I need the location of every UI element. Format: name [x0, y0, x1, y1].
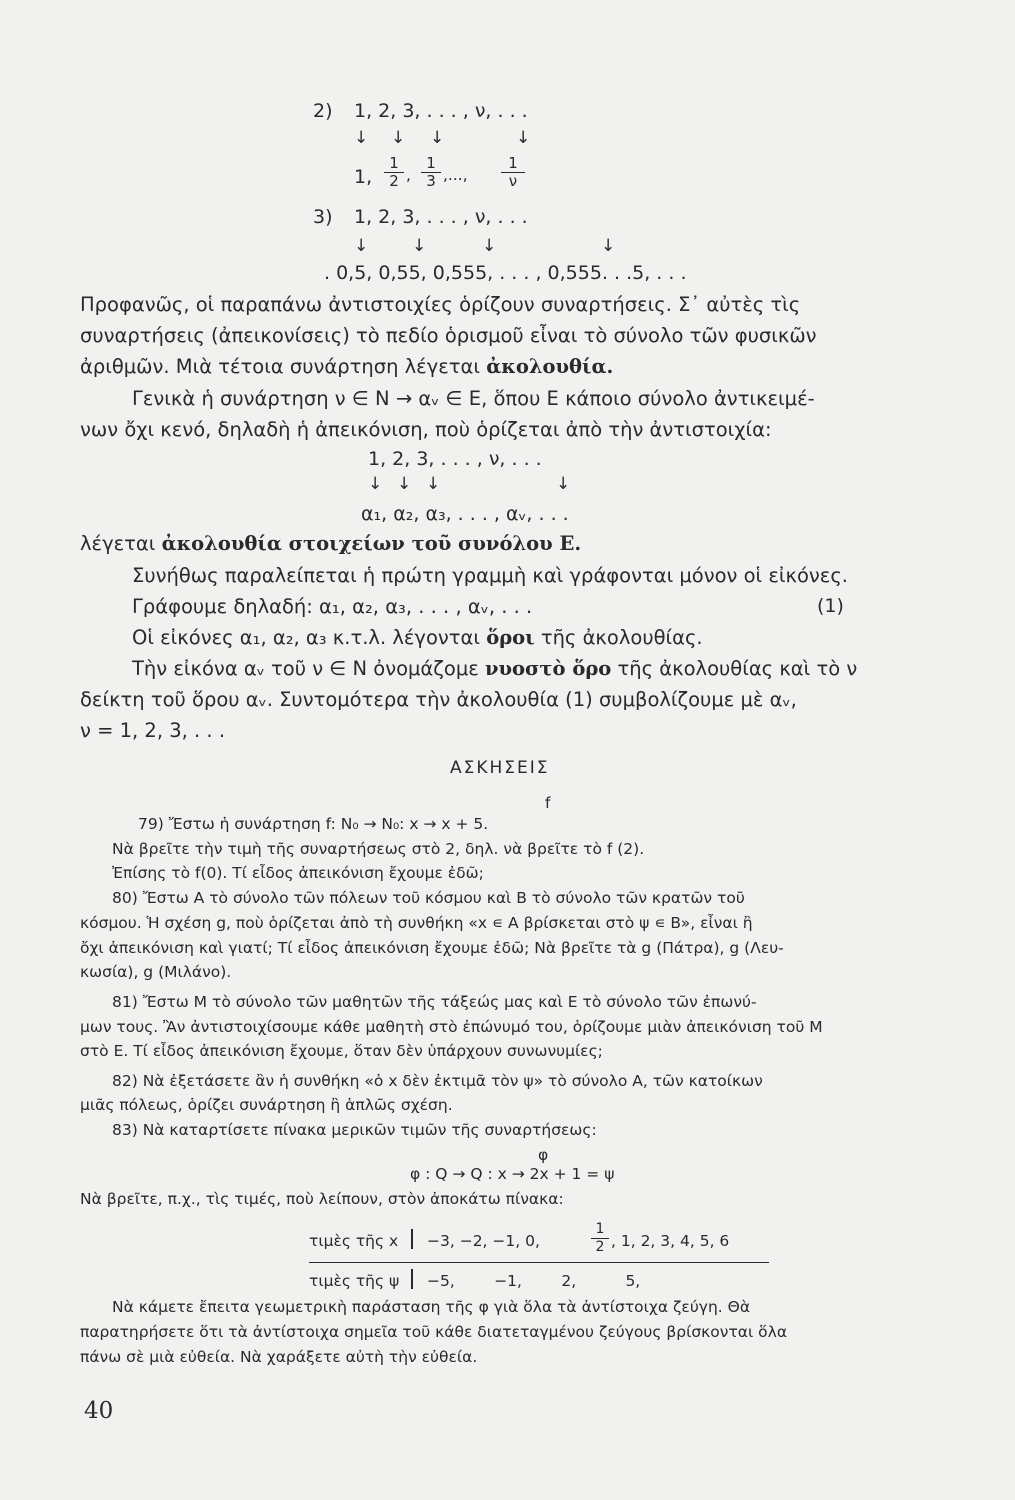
table-row-psi-values: −5, −1, 2, 5, — [427, 1272, 641, 1290]
term-sequence-of-set: ἀκολουθία στοιχείων τοῦ συνόλου E. — [161, 532, 582, 555]
arrow-down-icon: ↓ — [368, 474, 383, 494]
example-3-label: 3) — [313, 206, 333, 228]
function-label-f: f — [545, 794, 551, 812]
example-2-first-image: 1, — [354, 166, 373, 188]
exercise-line: Ἐπίσης τὸ f(0). Τί εἶδος ἀπεικόνιση ἔχουμε ἐδῶ; — [112, 864, 484, 882]
paragraph-line: Γενικὰ ἡ συνάρτηση ν ∈ N → αᵥ ∈ E, ὅπου E κάποιο σύνολο ἀντικειμέ- — [132, 387, 815, 410]
equation-number: (1) — [817, 595, 844, 617]
arrow-down-icon: ↓ — [412, 236, 427, 256]
function-formula: φ : Q → Q : x → 2x + 1 = ψ — [410, 1165, 615, 1183]
exercise-line: Νὰ βρεῖτε τὴν τιμὴ τῆς συναρτήσεως στὸ 2, δηλ. νὰ βρεῖτε τὸ f (2). — [112, 840, 645, 858]
paragraph-line: ἀριθμῶν. Μιὰ τέτοια συνάρτηση λέγεται ἀκολουθία. — [80, 355, 614, 378]
exercise-line: 82) Νὰ ἐξετάσετε ἂν ἡ συνθήκη «ὁ x δὲν ἐκτιμᾶ τὸν ψ» τὸ σύνολο A, τῶν κατοίκων — [112, 1072, 763, 1090]
table-column-divider — [411, 1229, 413, 1249]
general-sequence-top-row: 1, 2, 3, . . . , ν, . . . — [368, 448, 542, 470]
table-row-x-values: , 1, 2, 3, 4, 5, 6 — [611, 1232, 730, 1250]
exercise-line: κωσία), g (Μιλάνο). — [80, 963, 232, 981]
arrow-down-icon: ↓ — [601, 236, 616, 256]
paragraph-line: συναρτήσεις (ἀπεικονίσεις) τὸ πεδίο ὁρισμοῦ εἶναι τὸ σύνολο τῶν φυσικῶν — [80, 324, 817, 347]
paragraph-line: Γράφουμε δηλαδή: α₁, α₂, α₃, . . . , αᵥ, . . . — [132, 595, 533, 618]
arrow-down-icon: ↓ — [430, 128, 445, 148]
arrow-down-icon: ↓ — [391, 128, 406, 148]
paragraph-line: Οἱ εἰκόνες α₁, α₂, α₃ κ.τ.λ. λέγονται ὅροι τῆς ἀκολουθίας. — [132, 626, 703, 649]
exercise-line: Νὰ βρεῖτε, π.χ., τὶς τιμές, ποὺ λείπουν, στὸν ἀποκάτω πίνακα: — [80, 1190, 564, 1208]
exercise-line: ὄχι ἀπεικόνιση καὶ γιατί; Τί εἶδος ἀπεικόνιση ἔχουμε ἐδῶ; Νὰ βρεῖτε τὰ g (Πάτρα), g (Λευ- — [80, 939, 784, 957]
example-3-top-row: 1, 2, 3, . . . , ν, . . . — [354, 206, 528, 228]
general-sequence-bottom-row: α₁, α₂, α₃, . . . , αᵥ, . . . — [361, 503, 569, 525]
paragraph-line: ν = 1, 2, 3, . . . — [80, 719, 226, 742]
paragraph-line: Συνήθως παραλείπεται ἡ πρώτη γραμμὴ καὶ γράφονται μόνον οἱ εἰκόνες. — [132, 564, 848, 587]
example-3-bottom-row: . 0,5, 0,55, 0,555, . . . , 0,555. . .5, . . . — [324, 262, 687, 284]
arrow-down-icon: ↓ — [426, 474, 441, 494]
exercise-line: 80) Ἔστω A τὸ σύνολο τῶν πόλεων τοῦ κόσμου καὶ B τὸ σύνολο τῶν κρατῶν τοῦ — [112, 889, 745, 907]
table-row-x-values: −3, −2, −1, 0, — [427, 1232, 540, 1250]
arrow-down-icon: ↓ — [516, 128, 531, 148]
exercise-line: Νὰ κάμετε ἔπειτα γεωμετρικὴ παράσταση τῆς φ γιὰ ὅλα τὰ ἀντίστοιχα ζεύγη. Θὰ — [112, 1298, 751, 1316]
exercise-line: 83) Νὰ καταρτίσετε πίνακα μερικῶν τιμῶν τῆς συναρτήσεως: — [112, 1121, 597, 1139]
term-nth-term: νυοστὸ ὅρο — [484, 657, 612, 680]
paragraph-line: δείκτη τοῦ ὅρου αᵥ. Συντομότερα τὴν ἀκολουθία (1) συμβολίζουμε μὲ αᵥ, — [80, 688, 797, 711]
exercises-title: ΑΣΚΗΣΕΙΣ — [450, 758, 550, 778]
term-terms: ὅροι — [486, 626, 535, 649]
example-2-top-row: 1, 2, 3, . . . , ν, . . . — [354, 100, 528, 122]
table-divider-line — [309, 1262, 769, 1263]
separator: , — [406, 166, 411, 184]
arrow-down-icon: ↓ — [482, 236, 497, 256]
term-sequence: ἀκολουθία. — [486, 355, 614, 378]
function-label-phi: φ — [538, 1146, 549, 1164]
example-2-label: 2) — [313, 100, 333, 122]
fraction-one-third: 1 3 — [420, 155, 442, 190]
fraction-one-over-nu: 1 ν — [500, 155, 526, 190]
fraction-one-half: 1 2 — [590, 1221, 610, 1256]
fraction-one-half: 1 2 — [383, 155, 405, 190]
exercise-line: 79) Ἔστω ἡ συνάρτηση f: N₀ → N₀: x → x + 5. — [138, 815, 489, 833]
paragraph-line: Προφανῶς, οἱ παραπάνω ἀντιστοιχίες ὁρίζουν συναρτήσεις. Σ᾽ αὐτὲς τὶς — [80, 293, 801, 316]
paragraph-line: Τὴν εἰκόνα αᵥ τοῦ ν ∈ N ὀνομάζομε νυοστὸ ὅρο τῆς ἀκολουθίας καὶ τὸ ν — [132, 657, 858, 680]
exercise-line: στὸ E. Τί εἶδος ἀπεικόνιση ἔχουμε, ὅταν δὲν ὑπάρχουν συνωνυμίες; — [80, 1042, 603, 1060]
exercise-line: παρατηρήσετε ὅτι τὰ ἀντίστοιχα σημεῖα τοῦ κάθε διατεταγμένου ζεύγους βρίσκονται ὅλα — [80, 1323, 788, 1341]
table-row-psi-label: τιμὲς τῆς ψ — [309, 1272, 400, 1290]
exercise-line: κόσμου. Ἡ σχέση g, ποὺ ὁρίζεται ἀπὸ τὴ συνθήκη «x ∊ A βρίσκεται στὸ ψ ∊ B», εἶναι ἢ — [80, 914, 753, 932]
exercise-line: πάνω σὲ μιὰ εὐθεία. Νὰ χαράξετε αὐτὴ τὴν εὐθεία. — [80, 1348, 478, 1366]
arrow-down-icon: ↓ — [354, 236, 369, 256]
arrow-down-icon: ↓ — [556, 474, 571, 494]
exercise-line: μιᾶς πόλεως, ὁρίζει συνάρτηση ἢ ἁπλῶς σχέση. — [80, 1096, 453, 1114]
separator: ,..., — [443, 166, 468, 184]
paragraph-line: νων ὄχι κενό, δηλαδὴ ἡ ἀπεικόνιση, ποὺ ὁρίζεται ἀπὸ τὴν ἀντιστοιχία: — [80, 418, 772, 441]
arrow-down-icon: ↓ — [354, 128, 369, 148]
paragraph-line: λέγεται ἀκολουθία στοιχείων τοῦ συνόλου E. — [80, 532, 582, 555]
page-number: 40 — [84, 1398, 114, 1424]
table-column-divider — [411, 1269, 413, 1289]
arrow-down-icon: ↓ — [397, 474, 412, 494]
exercise-line: 81) Ἔστω M τὸ σύνολο τῶν μαθητῶν τῆς τάξεώς μας καὶ E τὸ σύνολο τῶν ἐπωνύ- — [112, 993, 757, 1011]
table-row-x-label: τιμὲς τῆς x — [309, 1232, 399, 1250]
exercise-line: μων τους. Ἂν ἀντιστοιχίσουμε κάθε μαθητὴ στὸ ἐπώνυμό του, ὁρίζουμε μιὰν ἀπεικόνιση τοῦ M — [80, 1018, 823, 1036]
